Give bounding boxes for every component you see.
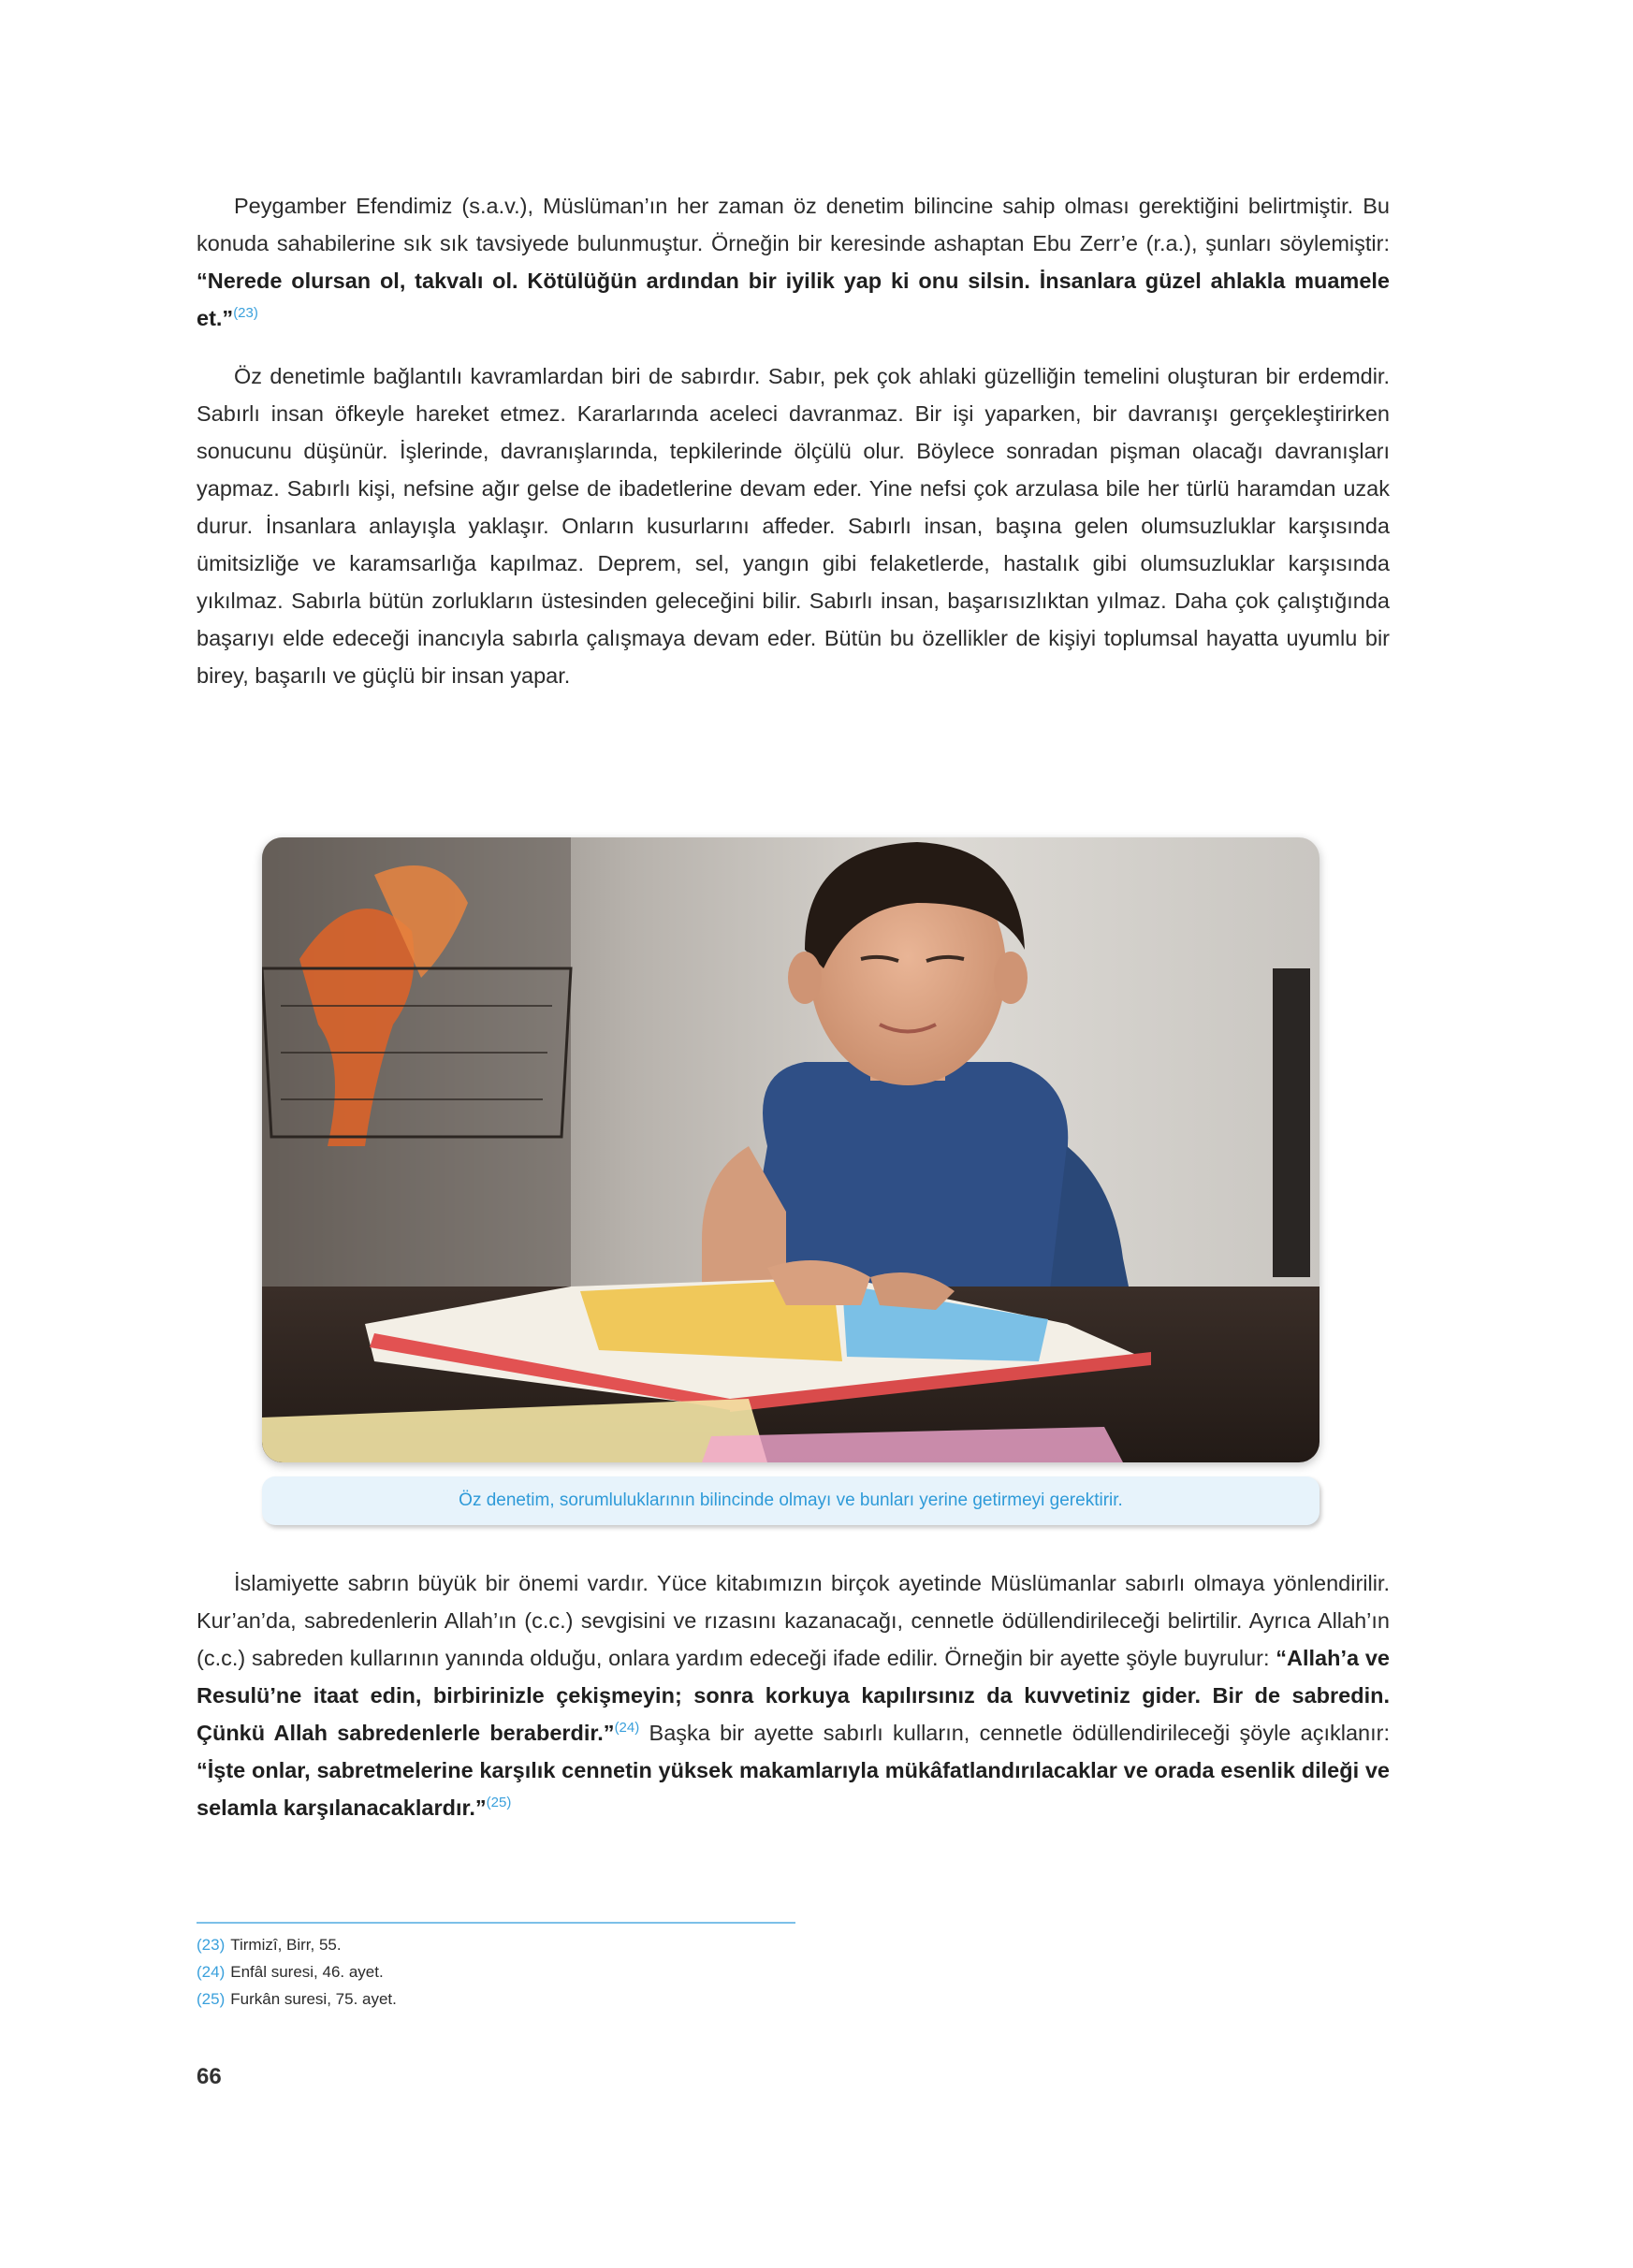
footnote-number: (23) (197, 1936, 226, 1954)
footnote-ref-23[interactable]: (23) (233, 305, 258, 322)
photo-boy-reading-book (262, 837, 1320, 1462)
figure-caption: Öz denetim, sorumluluklarının bilincinde olmayı ve bunları yerine getirmeyi gerektirir. (459, 1490, 1123, 1510)
hadith-quote: “Nerede olursan ol, takvalı ol. Kötülüğün ardından bir iyilik yap ki onu silsin. İnsanlara güzel ahlakla muamele et.” (197, 269, 1390, 330)
footnote-ref-24[interactable]: (24) (614, 1720, 640, 1737)
footnote-number: (24) (197, 1963, 226, 1981)
page-number: 66 (197, 2064, 222, 2089)
paragraph-patience (197, 357, 1390, 694)
verse-quote-enfal: “Allah’a ve Resulü’ne itaat edin, birbirinizle çekişmeyin; sonra korkuya kapılırsınız da kuvvetiniz gider. Bir de sabredin. Çünkü Allah sabredenlerle beraberdir.” (197, 1646, 1390, 1745)
figure-caption-box (262, 1476, 1320, 1525)
footnote-ref-25[interactable]: (25) (486, 1795, 512, 1811)
footnote-item (197, 1985, 397, 2013)
paragraph-text: Öz denetimle bağlantılı kavramlardan biri de sabırdır. Sabır, pek çok ahlaki güzelliğin temelini oluşturan bir erdemdir. Sabırlı insan öfkeyle hareket etmez. Kararlarında aceleci davranmaz. Bir işi yaparken, bir davranışı gerçekleştirirken sonucunu düşünür. İşlerinde, davranışlarında, tepkilerinde ölçülü olur. Böylece sonradan pişman olacağı davranışları yapmaz. Sabırlı kişi, nefsine ağır gelse de ibadetlerine devam eder. Yine nefsi çok arzulasa bile her türlü haramdan uzak durur. İnsanlara anlayışla yaklaşır. Onların kusurlarını affeder. Sabırlı insan, başına gelen olumsuzluklar karşısında ümitsizliğe ve karamsarlığa kapılmaz. Deprem, sel, yangın gibi felaketlerde, hastalık gibi olumsuzluklar karşısında yıkılmaz. Sabırla bütün zorlukların üstesinden geleceğini bilir. Sabırlı insan, başarısızlıktan yılmaz. Daha çok çalıştığında başarıyı elde edeceği inancıyla sabırla çalışmaya devam eder. Bütün bu özellikler de kişiyi toplumsal hayatta uyumlu bir birey, başarılı ve güçlü bir insan yapar. (197, 364, 1390, 688)
footnote-divider (197, 1922, 795, 1924)
verse-quote-furkan: “İşte onlar, sabretmelerine karşılık cennetin yüksek makamlarıyla mükâfatlandırılacaklar ve orada esenlik dileği ve selamla karşılanacaklardır.” (197, 1758, 1390, 1820)
paragraph-self-control (197, 187, 1390, 337)
footnote-text: Enfâl suresi, 46. ayet. (230, 1963, 384, 1981)
paragraph-text: İslamiyette sabrın büyük bir önemi vardır. Yüce kitabımızın birçok ayetinde Müslümanlar sabırlı olmaya yönlendirilir. Kur’an’da, sabredenlerin Allah’ın (c.c.) sevgisini ve rızasını kazanacağı, cennetle ödüllendirileceği belirtilir. Ayrıca Allah’ın (c.c.) sabreden kullarının yanında olduğu, onlara yardım edeceği ifade edilir. Örneğin bir ayette şöyle buyrulur: (197, 1571, 1390, 1670)
footnote-item (197, 1931, 397, 1958)
footnote-text: Tirmizî, Birr, 55. (230, 1936, 342, 1954)
paragraph-text: Peygamber Efendimiz (s.a.v.), Müslüman’ın her zaman öz denetim bilincine sahip olması gerektiğini belirtmiştir. Bu konuda sahabilerine sık sık tavsiyede bulunmuştur. Örneğin bir keresinde ashaptan Ebu Zerr’e (r.a.), şunları söylemiştir: (197, 194, 1390, 255)
footnote-text: Furkân suresi, 75. ayet. (230, 1990, 397, 2008)
paragraph-patience-in-islam (197, 1564, 1390, 1826)
paragraph-text: Başka bir ayette sabırlı kulların, cennetle ödüllendirileceği şöyle açıklanır: (639, 1721, 1390, 1745)
footnote-number: (25) (197, 1990, 226, 2008)
footnote-item (197, 1958, 397, 1985)
footnotes (197, 1931, 397, 2013)
